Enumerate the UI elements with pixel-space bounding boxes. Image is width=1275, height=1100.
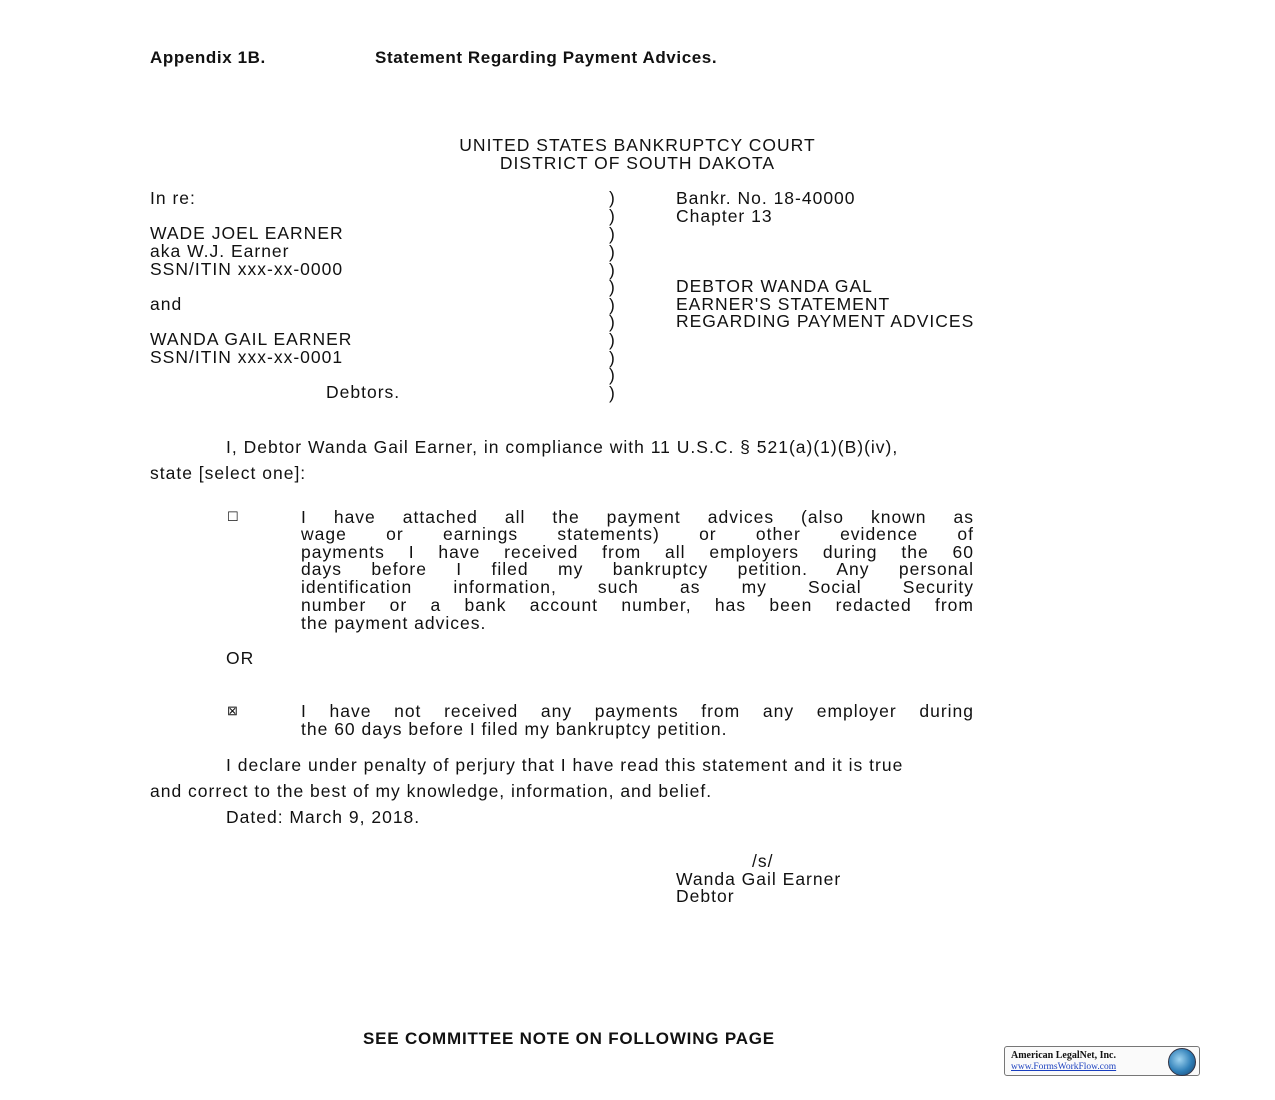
logo-website-link[interactable]: www.FormsWorkFlow.com	[1011, 1062, 1117, 1072]
declaration-text: I declare under penalty of perjury that I have read this statement and it is true	[226, 755, 904, 775]
option1-line: wage or earnings statements) or other evidence of	[301, 524, 974, 544]
signature-mark: /s/	[752, 851, 774, 871]
debtor1-aka: aka W.J. Earner	[150, 241, 290, 261]
caption-paren: )	[609, 206, 616, 226]
signer-role: Debtor	[676, 886, 735, 906]
caption-paren: )	[609, 383, 616, 403]
caption-paren: )	[609, 224, 616, 244]
court-name: UNITED STATES BANKRUPTCY COURT	[459, 135, 816, 155]
caption-paren: )	[609, 348, 616, 368]
caption-paren: )	[609, 365, 616, 385]
option2-line: I have not received any payments from any employer during	[301, 701, 974, 721]
option1-line: I have attached all the payment advices (also known as	[301, 507, 974, 527]
debtor2-ssn: SSN/ITIN xxx-xx-0001	[150, 347, 344, 367]
logo-company-name: American LegalNet, Inc.	[1011, 1050, 1116, 1061]
debtor1-ssn: SSN/ITIN xxx-xx-0000	[150, 259, 344, 279]
declaration-text: and correct to the best of my knowledge, information, and belief.	[150, 781, 713, 801]
debtor2-name: WANDA GAIL EARNER	[150, 329, 353, 349]
chapter: Chapter 13	[676, 206, 773, 226]
publisher-logo[interactable]	[1004, 1046, 1200, 1076]
in-re-label: In re:	[150, 188, 196, 208]
option2-line: the 60 days before I filed my bankruptcy petition.	[301, 719, 728, 739]
debtor1-name: WADE JOEL EARNER	[150, 223, 344, 243]
case-number: Bankr. No. 18-40000	[676, 188, 856, 208]
debtors-label: Debtors.	[326, 382, 401, 402]
doc-title-line: DEBTOR WANDA GAL	[676, 276, 873, 296]
option1-line: payments I have received from all employers during the 60	[301, 542, 974, 562]
document-heading: Statement Regarding Payment Advices.	[375, 48, 718, 67]
option1-line: number or a bank account number, has been redacted from	[301, 595, 974, 615]
option1-line: days before I filed my bankruptcy petition. Any personal	[301, 559, 974, 579]
globe-icon	[1168, 1048, 1196, 1076]
or-separator: OR	[226, 648, 255, 668]
caption-paren: )	[609, 242, 616, 262]
doc-title-line: REGARDING PAYMENT ADVICES	[676, 311, 975, 331]
intro-text: state [select one]:	[150, 463, 307, 483]
court-district: DISTRICT OF SOUTH DAKOTA	[499, 153, 776, 173]
signer-name: Wanda Gail Earner	[676, 869, 842, 889]
caption-paren: )	[609, 330, 616, 350]
dated-line: Dated: March 9, 2018.	[226, 807, 421, 827]
caption-paren: )	[609, 312, 616, 332]
doc-title-line: EARNER'S STATEMENT	[676, 294, 891, 314]
option1-line: identification information, such as my Social Security	[301, 577, 974, 597]
committee-note: SEE COMMITTEE NOTE ON FOLLOWING PAGE	[363, 1029, 775, 1048]
option2-checkbox[interactable]: ⊠	[227, 703, 238, 718]
caption-paren: )	[609, 295, 616, 315]
caption-paren: )	[609, 277, 616, 297]
caption-paren: )	[609, 188, 616, 208]
appendix-label: Appendix 1B.	[150, 48, 266, 67]
caption-paren: )	[609, 260, 616, 280]
and-label: and	[150, 294, 183, 314]
intro-text: I, Debtor Wanda Gail Earner, in compliance with 11 U.S.C. § 521(a)(1)(B)(iv),	[226, 437, 899, 457]
option1-checkbox[interactable]: ☐	[227, 509, 239, 524]
option1-line: the payment advices.	[301, 613, 487, 633]
